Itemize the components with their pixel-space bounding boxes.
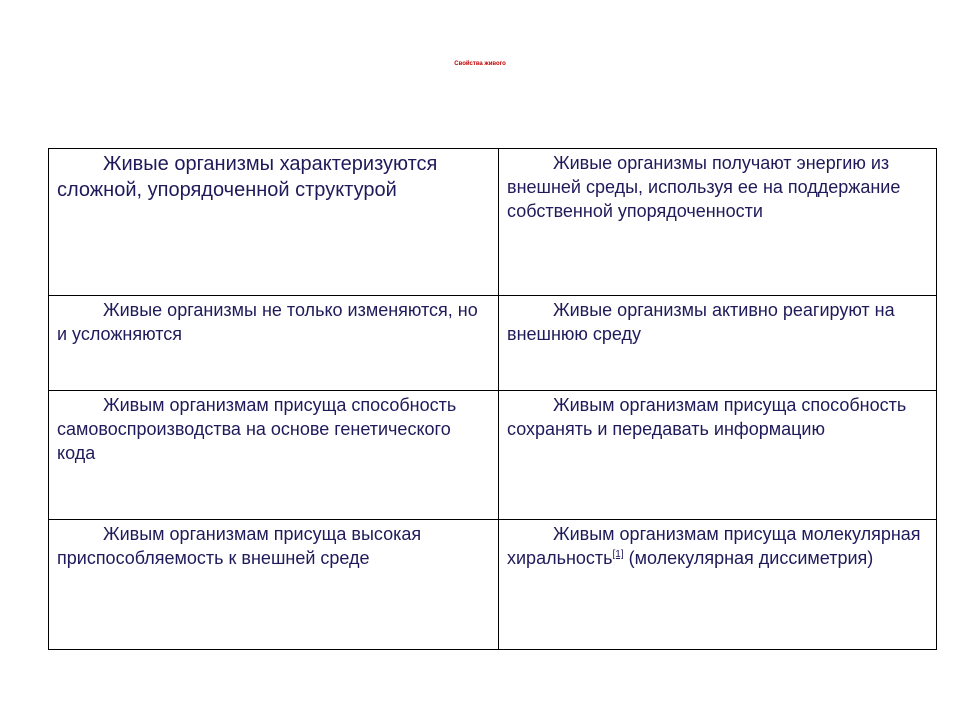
table-cell xyxy=(49,391,499,520)
table-cell xyxy=(49,520,499,650)
cell-text: Живые организмы характеризуются сложной, упорядоченной структурой xyxy=(57,153,438,201)
table-cell xyxy=(499,391,937,520)
table-cell xyxy=(499,520,937,650)
table-row xyxy=(49,296,937,391)
slide-title: Свойства живого xyxy=(454,61,506,67)
footnote-link[interactable]: [1] xyxy=(612,549,624,560)
table-row xyxy=(49,391,937,520)
cell-text: Живым организмам присуща молекулярная хиральность xyxy=(507,524,921,568)
properties-table xyxy=(48,148,937,650)
cell-text: (молекулярная диссиметрия) xyxy=(623,548,874,568)
table-row xyxy=(49,520,937,650)
cell-text: Живые организмы активно реагируют на внешнюю среду xyxy=(507,300,895,344)
cell-text: Живым организмам присуща высокая приспособляемость к внешней среде xyxy=(57,524,422,568)
cell-text: Живые организмы не только изменяются, но и усложняются xyxy=(57,300,478,344)
table-cell xyxy=(49,296,499,391)
table-cell xyxy=(49,149,499,296)
cell-text: Живым организмам присуща способность самовоспроизводства на основе генетического кода xyxy=(57,395,457,463)
table-row xyxy=(49,149,937,296)
table-cell xyxy=(499,296,937,391)
cell-text: Живым организмам присуща способность сохранять и передавать информацию xyxy=(507,395,907,439)
cell-text: Живые организмы получают энергию из внешней среды, используя ее на поддержание собственной упорядоченности xyxy=(507,153,901,221)
table-cell xyxy=(499,149,937,296)
